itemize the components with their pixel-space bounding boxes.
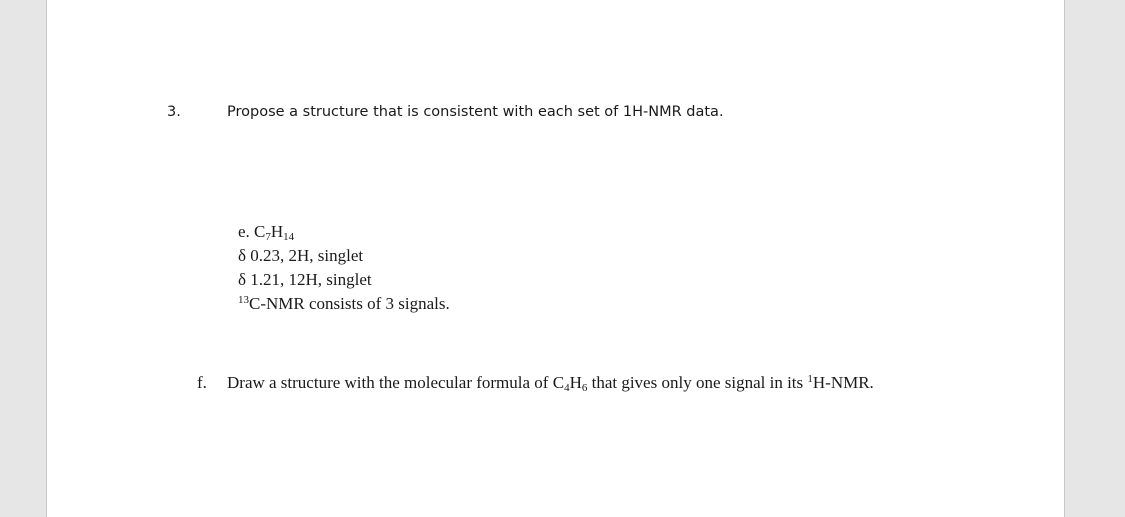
part-e-formula-line (238, 222, 294, 242)
question-number: 3. (167, 104, 181, 120)
part-e-formula: C7H14 (254, 222, 295, 243)
part-e-letter: e. (238, 222, 250, 241)
part-f-text: Draw a structure with the molecular formula of C4H6 that gives only one signal in its $^1$H-NMR. (227, 373, 874, 394)
part-e-c13-line: $^{13}$C-NMR consists of 3 signals. (238, 294, 450, 313)
document-page (46, 0, 1065, 517)
part-f-letter: f. (197, 373, 207, 392)
part-e-shift-2: δ 1.21, 12H, singlet (238, 270, 372, 289)
part-e-shift-1: δ 0.23, 2H, singlet (238, 246, 364, 265)
question-prompt: Propose a structure that is consistent with each set of 1H-NMR data. (227, 104, 724, 120)
